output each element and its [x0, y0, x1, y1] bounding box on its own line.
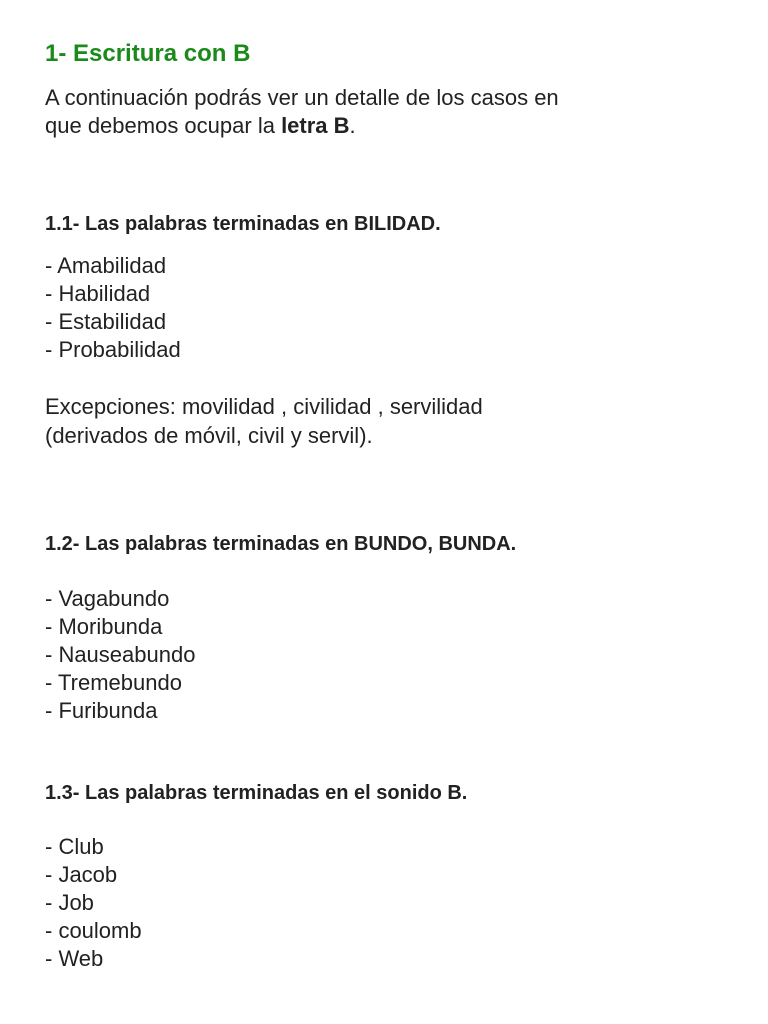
list-item: - Job	[45, 890, 94, 915]
list-item: - Moribunda	[45, 614, 163, 639]
list-item: - Furibunda	[45, 698, 158, 723]
list-item: - Amabilidad	[45, 253, 167, 278]
intro-line-1: A continuación podrás ver un detalle de los casos en	[45, 85, 559, 110]
list-item: - Tremebundo	[45, 670, 182, 695]
page-title: 1- Escritura con B	[45, 40, 251, 67]
section-heading-1-2: 1.2- Las palabras terminadas en BUNDO, BUNDA.	[45, 533, 517, 555]
section-list-1-1	[45, 252, 181, 364]
list-item: - Habilidad	[45, 281, 151, 306]
section-list-1-3	[45, 833, 142, 973]
intro-paragraph	[45, 84, 745, 140]
intro-line-2-suffix: .	[349, 113, 356, 138]
list-item: - Jacob	[45, 862, 118, 887]
intro-line-2	[45, 112, 745, 140]
section-heading-1-3: 1.3- Las palabras terminadas en el sonido B.	[45, 782, 468, 804]
list-item: - Estabilidad	[45, 309, 167, 334]
exceptions-note	[45, 392, 483, 450]
list-item: - Web	[45, 946, 104, 971]
list-item: - Probabilidad	[45, 337, 181, 362]
section-heading-1-1: 1.1- Las palabras terminadas en BILIDAD.	[45, 213, 441, 235]
intro-line-2-bold: letra B	[281, 113, 350, 138]
exceptions-line-1: Excepciones: movilidad , civilidad , servilidad	[45, 394, 483, 419]
list-item: - Club	[45, 834, 104, 859]
list-item: - Nauseabundo	[45, 642, 196, 667]
list-item: - coulomb	[45, 918, 142, 943]
exceptions-line-2: (derivados de móvil, civil y servil).	[45, 423, 373, 448]
section-list-1-2	[45, 585, 195, 725]
list-item: - Vagabundo	[45, 586, 170, 611]
intro-line-2-prefix: que debemos ocupar la	[45, 113, 282, 138]
